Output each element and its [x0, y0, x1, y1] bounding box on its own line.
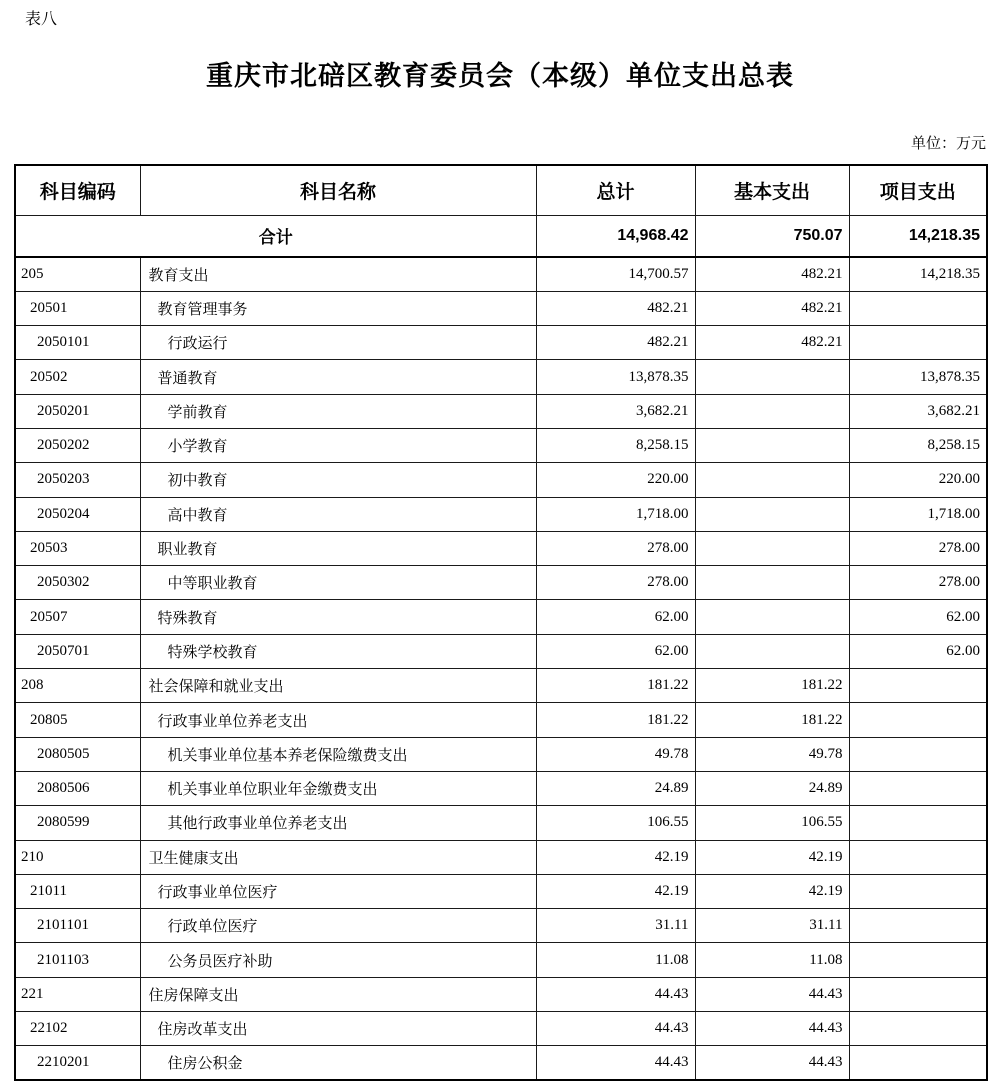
code-cell: 2080505 [15, 737, 140, 771]
project-cell: 62.00 [849, 634, 987, 668]
column-header-total: 总计 [536, 165, 695, 215]
code-cell: 2050101 [15, 326, 140, 360]
total-cell: 482.21 [536, 326, 695, 360]
name-cell: 中等职业教育 [140, 566, 536, 600]
total-cell: 42.19 [536, 840, 695, 874]
basic-cell [695, 566, 849, 600]
name-cell: 机关事业单位基本养老保险缴费支出 [140, 737, 536, 771]
code-cell: 2210201 [15, 1046, 140, 1080]
total-cell: 8,258.15 [536, 428, 695, 462]
table-row [15, 874, 987, 908]
name-cell: 住房保障支出 [140, 977, 536, 1011]
table-header [15, 165, 987, 215]
basic-cell [695, 531, 849, 565]
basic-cell [695, 463, 849, 497]
header-row [15, 165, 987, 215]
code-cell: 20805 [15, 703, 140, 737]
basic-cell [695, 394, 849, 428]
total-cell: 62.00 [536, 634, 695, 668]
code-cell: 205 [15, 257, 140, 291]
table-row [15, 840, 987, 874]
table-row [15, 634, 987, 668]
table-row [15, 977, 987, 1011]
table-row [15, 291, 987, 325]
basic-cell: 42.19 [695, 874, 849, 908]
basic-cell: 181.22 [695, 703, 849, 737]
project-cell: 14,218.35 [849, 257, 987, 291]
project-cell: 220.00 [849, 463, 987, 497]
table-row [15, 1012, 987, 1046]
project-cell [849, 703, 987, 737]
table-row [15, 428, 987, 462]
name-cell: 住房公积金 [140, 1046, 536, 1080]
grand-total-label: 合计 [15, 215, 536, 257]
code-cell: 2050201 [15, 394, 140, 428]
total-cell: 31.11 [536, 909, 695, 943]
basic-cell: 44.43 [695, 1012, 849, 1046]
name-cell: 行政单位医疗 [140, 909, 536, 943]
total-cell: 181.22 [536, 703, 695, 737]
basic-cell: 482.21 [695, 257, 849, 291]
code-cell: 210 [15, 840, 140, 874]
grand-total-row [15, 215, 987, 257]
table-row [15, 360, 987, 394]
project-cell [849, 840, 987, 874]
name-cell: 其他行政事业单位养老支出 [140, 806, 536, 840]
project-cell: 13,878.35 [849, 360, 987, 394]
table-row [15, 943, 987, 977]
basic-cell [695, 497, 849, 531]
total-cell: 44.43 [536, 1046, 695, 1080]
name-cell: 初中教育 [140, 463, 536, 497]
sheet-label: 表八 [25, 9, 58, 28]
name-cell: 行政事业单位医疗 [140, 874, 536, 908]
code-cell: 21011 [15, 874, 140, 908]
table-row [15, 566, 987, 600]
table-row [15, 703, 987, 737]
project-cell [849, 291, 987, 325]
code-cell: 2080506 [15, 771, 140, 805]
table-row [15, 497, 987, 531]
project-cell: 62.00 [849, 600, 987, 634]
project-cell: 1,718.00 [849, 497, 987, 531]
project-cell [849, 669, 987, 703]
basic-cell: 31.11 [695, 909, 849, 943]
basic-cell: 106.55 [695, 806, 849, 840]
name-cell: 教育管理事务 [140, 291, 536, 325]
code-cell: 2050701 [15, 634, 140, 668]
code-cell: 2101101 [15, 909, 140, 943]
total-cell: 106.55 [536, 806, 695, 840]
page-title: 重庆市北碚区教育委员会（本级）单位支出总表 [206, 61, 794, 91]
project-cell: 278.00 [849, 566, 987, 600]
name-cell: 教育支出 [140, 257, 536, 291]
basic-cell: 44.43 [695, 1046, 849, 1080]
table-body [15, 257, 987, 1080]
total-cell: 482.21 [536, 291, 695, 325]
name-cell: 社会保障和就业支出 [140, 669, 536, 703]
name-cell: 高中教育 [140, 497, 536, 531]
code-cell: 20507 [15, 600, 140, 634]
project-cell: 278.00 [849, 531, 987, 565]
table-row [15, 806, 987, 840]
table-row [15, 1046, 987, 1080]
name-cell: 职业教育 [140, 531, 536, 565]
code-cell: 22102 [15, 1012, 140, 1046]
basic-cell [695, 360, 849, 394]
table-row [15, 394, 987, 428]
unit-note: 单位：万元 [910, 134, 986, 152]
grand-total-project: 14,218.35 [849, 215, 987, 257]
table-row [15, 531, 987, 565]
basic-cell [695, 428, 849, 462]
project-cell: 3,682.21 [849, 394, 987, 428]
basic-cell: 482.21 [695, 326, 849, 360]
basic-cell [695, 634, 849, 668]
table-row [15, 909, 987, 943]
project-cell [849, 909, 987, 943]
code-cell: 2101103 [15, 943, 140, 977]
name-cell: 特殊教育 [140, 600, 536, 634]
code-cell: 2050203 [15, 463, 140, 497]
column-header-code: 科目编码 [15, 165, 140, 215]
name-cell: 学前教育 [140, 394, 536, 428]
code-cell: 20501 [15, 291, 140, 325]
project-cell [849, 1012, 987, 1046]
basic-cell: 49.78 [695, 737, 849, 771]
project-cell [849, 874, 987, 908]
code-cell: 2050204 [15, 497, 140, 531]
name-cell: 特殊学校教育 [140, 634, 536, 668]
total-cell: 220.00 [536, 463, 695, 497]
table-row [15, 771, 987, 805]
code-cell: 2050302 [15, 566, 140, 600]
table-row [15, 600, 987, 634]
total-cell: 1,718.00 [536, 497, 695, 531]
total-cell: 13,878.35 [536, 360, 695, 394]
column-header-project: 项目支出 [849, 165, 987, 215]
name-cell: 行政事业单位养老支出 [140, 703, 536, 737]
total-cell: 44.43 [536, 977, 695, 1011]
name-cell: 行政运行 [140, 326, 536, 360]
project-cell [849, 943, 987, 977]
total-cell: 42.19 [536, 874, 695, 908]
project-cell [849, 977, 987, 1011]
name-cell: 公务员医疗补助 [140, 943, 536, 977]
total-cell: 11.08 [536, 943, 695, 977]
total-cell: 24.89 [536, 771, 695, 805]
code-cell: 2080599 [15, 806, 140, 840]
basic-cell: 42.19 [695, 840, 849, 874]
grand-total-basic: 750.07 [695, 215, 849, 257]
name-cell: 小学教育 [140, 428, 536, 462]
column-header-name: 科目名称 [140, 165, 536, 215]
project-cell: 8,258.15 [849, 428, 987, 462]
table-row [15, 463, 987, 497]
basic-cell: 11.08 [695, 943, 849, 977]
code-cell: 20502 [15, 360, 140, 394]
table-row [15, 737, 987, 771]
total-cell: 3,682.21 [536, 394, 695, 428]
name-cell: 普通教育 [140, 360, 536, 394]
table-row [15, 257, 987, 291]
name-cell: 机关事业单位职业年金缴费支出 [140, 771, 536, 805]
expenditure-table [14, 164, 988, 1081]
code-cell: 208 [15, 669, 140, 703]
table-row [15, 326, 987, 360]
name-cell: 住房改革支出 [140, 1012, 536, 1046]
project-cell [849, 1046, 987, 1080]
total-cell: 278.00 [536, 566, 695, 600]
table-row [15, 669, 987, 703]
total-cell: 181.22 [536, 669, 695, 703]
column-header-basic: 基本支出 [695, 165, 849, 215]
project-cell [849, 737, 987, 771]
code-cell: 221 [15, 977, 140, 1011]
project-cell [849, 771, 987, 805]
total-cell: 44.43 [536, 1012, 695, 1046]
total-cell: 278.00 [536, 531, 695, 565]
total-cell: 49.78 [536, 737, 695, 771]
total-cell: 62.00 [536, 600, 695, 634]
name-cell: 卫生健康支出 [140, 840, 536, 874]
project-cell [849, 806, 987, 840]
basic-cell: 181.22 [695, 669, 849, 703]
code-cell: 2050202 [15, 428, 140, 462]
total-cell: 14,700.57 [536, 257, 695, 291]
code-cell: 20503 [15, 531, 140, 565]
project-cell [849, 326, 987, 360]
basic-cell [695, 600, 849, 634]
basic-cell: 482.21 [695, 291, 849, 325]
basic-cell: 44.43 [695, 977, 849, 1011]
basic-cell: 24.89 [695, 771, 849, 805]
grand-total-total: 14,968.42 [536, 215, 695, 257]
